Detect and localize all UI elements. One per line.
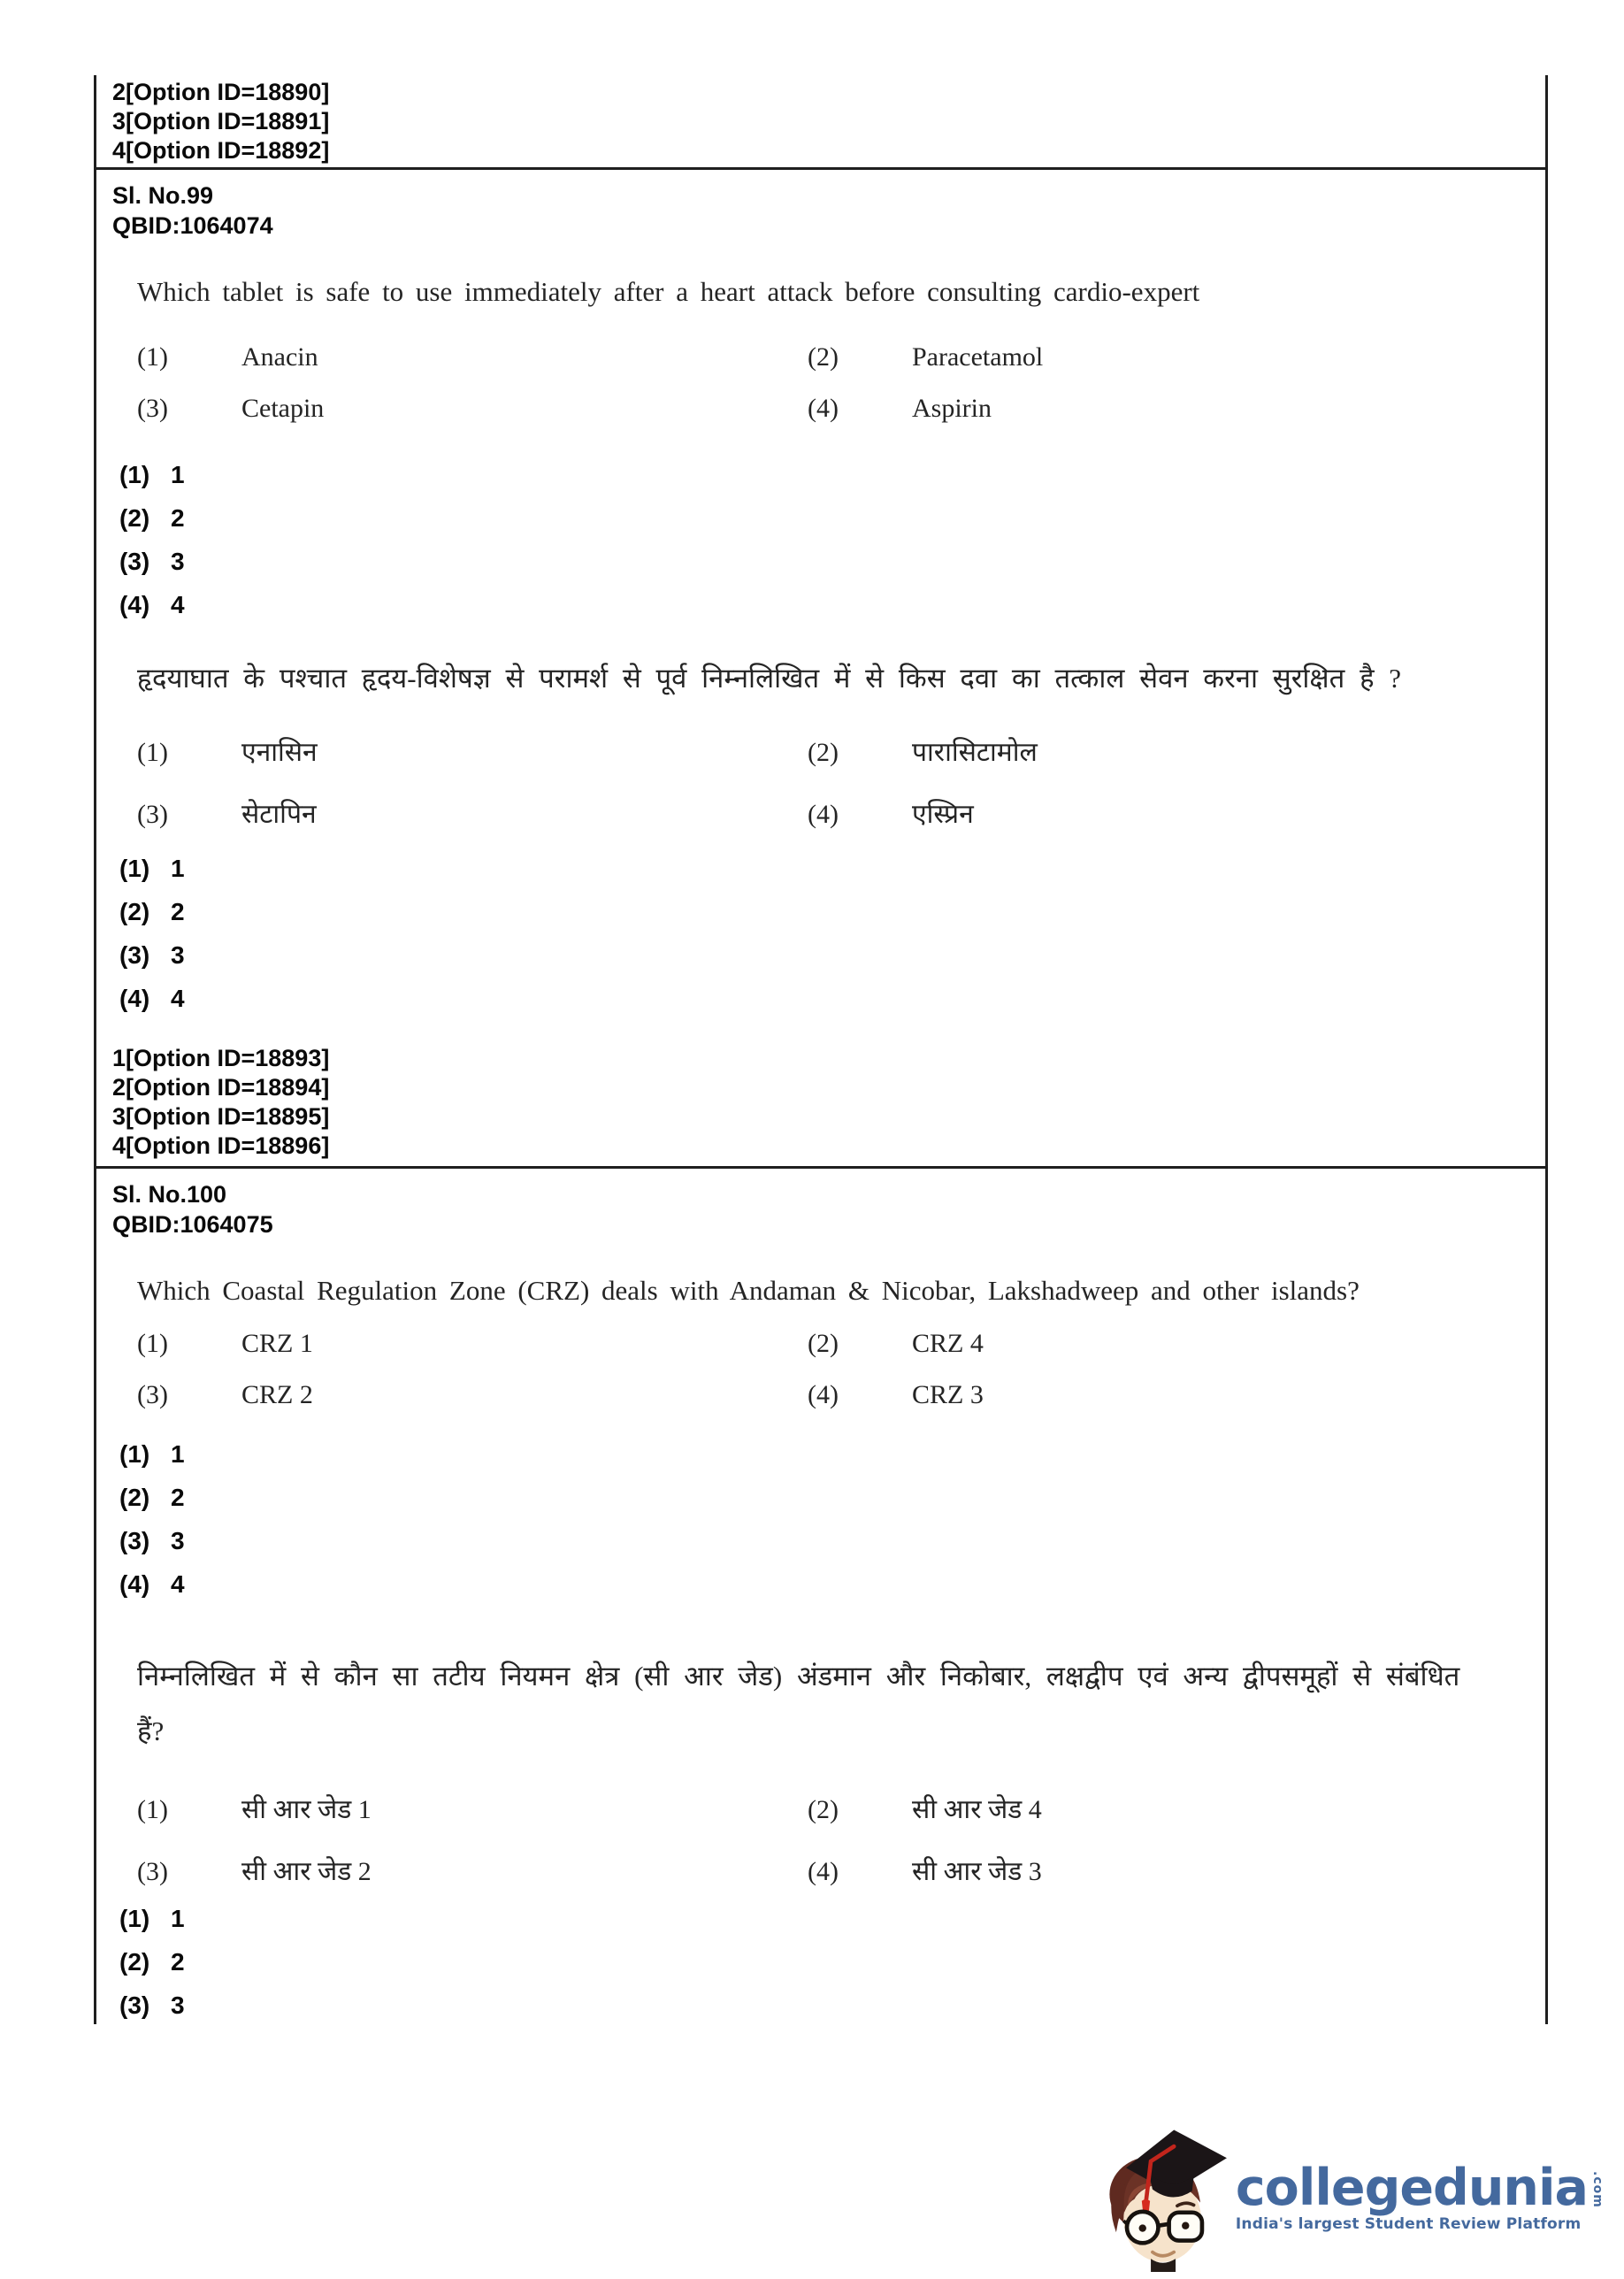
option-number: (3) [137, 394, 168, 423]
option-number: (1) [137, 1329, 168, 1358]
answer-number: (4) [119, 1570, 150, 1598]
option-text: Aspirin [912, 394, 992, 423]
option-text: CRZ 1 [241, 1329, 313, 1358]
option [137, 1379, 808, 1411]
option-id-list [96, 1044, 1545, 1161]
answer-value: 2 [171, 504, 185, 532]
option-number: (4) [808, 800, 839, 829]
answer-value: 4 [171, 985, 185, 1012]
collegedunia-logo [1098, 2123, 1605, 2272]
answer-number: (1) [119, 461, 150, 488]
answer-item [119, 505, 1545, 532]
option [137, 341, 808, 373]
option-text: Cetapin [241, 394, 325, 423]
option-number: (1) [137, 1795, 168, 1824]
options-hindi [137, 1794, 1545, 1888]
brand-tagline: India's largest Student Review Platform [1235, 2215, 1582, 2233]
graduate-mascot-icon [1098, 2123, 1230, 2272]
answer-item [119, 986, 1545, 1012]
logo-text [1235, 2159, 1605, 2233]
options-hindi [137, 737, 1545, 831]
option-number: (1) [137, 738, 168, 767]
option-number: (4) [808, 1857, 839, 1886]
option-id-line: 3[Option ID=18891] [112, 108, 330, 134]
question-table [94, 75, 1548, 2024]
row-divider [96, 167, 1545, 170]
row-divider [96, 1166, 1545, 1169]
question-text-english: Which tablet is safe to use immediately after a heart attack before consulting cardio-expert [137, 276, 1200, 307]
option [808, 737, 1545, 769]
answer-value: 1 [171, 1440, 185, 1468]
option-text: CRZ 4 [912, 1329, 984, 1358]
option [137, 737, 808, 769]
answer-item [119, 899, 1545, 925]
answer-value: 1 [171, 855, 185, 882]
options-english [137, 341, 1545, 425]
answer-number: (1) [119, 1905, 150, 1932]
answer-item [119, 592, 1545, 618]
answer-value: 3 [171, 548, 185, 575]
option [808, 1794, 1545, 1826]
qbid: QBID:1064075 [112, 1211, 273, 1238]
answer-number: (3) [119, 941, 150, 969]
option-number: (4) [808, 1380, 839, 1409]
option-number: (2) [808, 342, 839, 372]
brand-name: collegedunia [1235, 2159, 1588, 2217]
answer-value: 3 [171, 1991, 185, 2019]
answer-item [119, 1528, 1545, 1554]
answer-item [119, 856, 1545, 882]
answer-number: (4) [119, 591, 150, 618]
option-text: सेटापिन [241, 800, 317, 829]
answer-value: 3 [171, 941, 185, 969]
option [137, 1328, 808, 1360]
answer-item [119, 1992, 1545, 2019]
option [808, 1328, 1545, 1360]
answer-value: 4 [171, 1570, 185, 1598]
option-text: सी आर जेड 2 [241, 1857, 372, 1886]
answer-value: 1 [171, 461, 185, 488]
option-text: एस्प्रिन [912, 800, 974, 829]
option [808, 341, 1545, 373]
answer-number: (4) [119, 985, 150, 1012]
option-number: (1) [137, 342, 168, 372]
answer-number: (3) [119, 548, 150, 575]
option [137, 1856, 808, 1888]
option-id-line: 4[Option ID=18892] [112, 137, 330, 164]
options-english [137, 1328, 1545, 1411]
option-number: (2) [808, 738, 839, 767]
question-text-hindi: हृदयाघात के पश्चात हृदय-विशेषज्ञ से परामर्श से पूर्व निम्नलिखित में से किस दवा का तत्काल सेवन करना सुरक्षित है ? [137, 663, 1402, 694]
serial-number: Sl. No.99 [112, 182, 214, 209]
question-text-hindi: निम्नलिखित में से कौन सा तटीय नियमन क्षेत्र (सी आर जेड) अंडमान और निकोबार, लक्षद्वीप एवं अन्य द्वीपसमूहों से संबंधित हैं? [137, 1661, 1460, 1746]
option [808, 1379, 1545, 1411]
answer-item [119, 1571, 1545, 1598]
option-id-line: 4[Option ID=18896] [112, 1132, 330, 1159]
answer-item [119, 549, 1545, 575]
answer-key-list [119, 462, 1545, 618]
answer-number: (3) [119, 1527, 150, 1554]
option-text: Anacin [241, 342, 318, 372]
option-number: (3) [137, 800, 168, 829]
option-text: CRZ 2 [241, 1380, 313, 1409]
question-meta [112, 180, 1545, 241]
carryover-option-ids [96, 75, 1545, 167]
option-text: Paracetamol [912, 342, 1044, 372]
option-number: (3) [137, 1857, 168, 1886]
answer-item [119, 1441, 1545, 1468]
serial-number: Sl. No.100 [112, 1181, 227, 1208]
question-block-100 [96, 1179, 1545, 2019]
answer-item [119, 942, 1545, 969]
answer-number: (2) [119, 504, 150, 532]
answer-value: 1 [171, 1905, 185, 1932]
question-meta [112, 1179, 1545, 1239]
brand-tld: .com [1590, 2171, 1605, 2208]
option [808, 799, 1545, 831]
option [808, 1856, 1545, 1888]
option-text: पारासिटामोल [912, 738, 1038, 767]
option-id-line: 2[Option ID=18890] [112, 79, 330, 105]
answer-value: 2 [171, 1484, 185, 1511]
answer-item [119, 1485, 1545, 1511]
option-number: (2) [808, 1329, 839, 1358]
answer-number: (2) [119, 1948, 150, 1976]
option-number: (4) [808, 394, 839, 423]
answer-number: (2) [119, 1484, 150, 1511]
answer-item [119, 1906, 1545, 1932]
option-text: एनासिन [241, 738, 318, 767]
answer-item [119, 1949, 1545, 1976]
answer-number: (3) [119, 1991, 150, 2019]
option-id-line: 3[Option ID=18895] [112, 1103, 330, 1130]
answer-value: 2 [171, 898, 185, 925]
answer-key-list [119, 856, 1545, 1012]
qbid: QBID:1064074 [112, 212, 273, 239]
option-text: सी आर जेड 4 [912, 1795, 1042, 1824]
answer-number: (1) [119, 1440, 150, 1468]
answer-item [119, 462, 1545, 488]
option-text: CRZ 3 [912, 1380, 984, 1409]
option-number: (3) [137, 1380, 168, 1409]
answer-value: 3 [171, 1527, 185, 1554]
option [137, 393, 808, 425]
option-number: (2) [808, 1795, 839, 1824]
option-id-line: 2[Option ID=18894] [112, 1074, 330, 1101]
option [808, 393, 1545, 425]
option [137, 1794, 808, 1826]
answer-value: 2 [171, 1948, 185, 1976]
answer-key-list [119, 1441, 1545, 1598]
option-id-line: 1[Option ID=18893] [112, 1045, 330, 1071]
answer-value: 4 [171, 591, 185, 618]
option-text: सी आर जेड 3 [912, 1857, 1042, 1886]
option [137, 799, 808, 831]
question-block-99 [96, 180, 1545, 1161]
answer-number: (1) [119, 855, 150, 882]
option-text: सी आर जेड 1 [241, 1795, 372, 1824]
question-text-english: Which Coastal Regulation Zone (CRZ) deals with Andaman & Nicobar, Lakshadweep and other islands? [137, 1275, 1360, 1306]
answer-number: (2) [119, 898, 150, 925]
answer-key-list [119, 1906, 1545, 2019]
